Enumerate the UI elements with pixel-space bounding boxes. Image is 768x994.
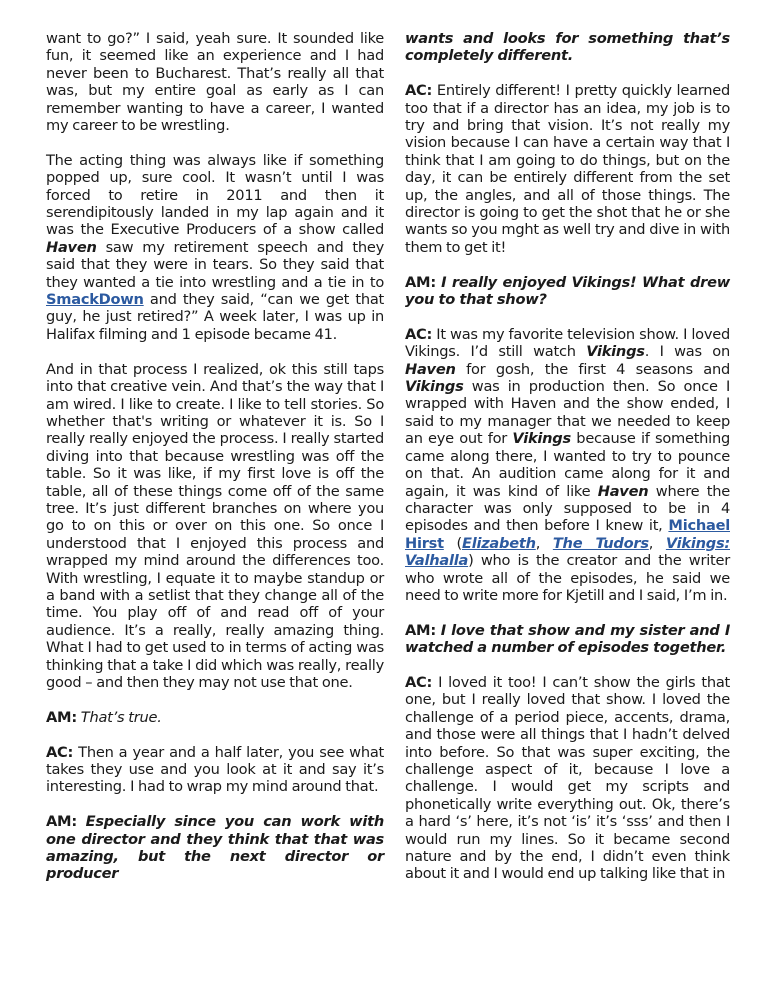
- speaker-label-ac: AC:: [46, 743, 74, 761]
- answer-text: Entirely different! I pretty quickly learned too that if a director has an idea, my job is to try and bring that vision. It’s not really my vision because I can have a certain way that I think that I am going to do things, but on the day, it can be entirely different from the set up, the angles, and all of those things. The director is going to get the shot that he or she wants so you mght as well try and dive in with them to get it!: [405, 82, 730, 256]
- michael-hirst-link[interactable]: Michael Hirst: [405, 517, 730, 552]
- answer-favorite-show: [405, 326, 730, 605]
- paragraph-text: The acting thing was always like if something popped up, sure cool. It wasn’t until I was forced to retire in 2011 and then it serendipitously landed in my lap again and it was the Executive Producers of a show called: [46, 151, 384, 239]
- question-text: I really enjoyed Vikings! What drew you to that show?: [405, 273, 731, 309]
- show-title-vikings: Vikings: [512, 430, 571, 448]
- question-director: [46, 813, 384, 883]
- speaker-label-am: AM:: [405, 273, 436, 291]
- paragraph-acting: [46, 152, 384, 343]
- answer-text: . I was on: [644, 343, 730, 361]
- answer-text: ,: [535, 534, 553, 552]
- answer-text: (: [443, 534, 462, 552]
- answer-text: ,: [648, 534, 666, 552]
- paragraph-bucharest: [46, 30, 384, 134]
- answer-loved-it: [405, 674, 730, 883]
- question-text: That’s true.: [80, 708, 162, 726]
- question-vikings: [405, 274, 730, 309]
- show-title-vikings: Vikings: [586, 343, 645, 361]
- the-tudors-link[interactable]: The Tudors: [552, 534, 649, 552]
- question-sister: [405, 622, 730, 657]
- right-column: [405, 30, 730, 883]
- speaker-label-ac: AC:: [405, 82, 433, 100]
- elizabeth-link[interactable]: Elizabeth: [461, 534, 536, 552]
- paragraph-creative: [46, 361, 384, 692]
- show-title-haven: Haven: [597, 482, 649, 500]
- question-text: Especially since you can work with one director and they think that that was amazing, but the next director or producer: [46, 813, 384, 883]
- show-title-haven: Haven: [405, 360, 456, 378]
- answer-entirely-different: [405, 82, 730, 256]
- speaker-label-am: AM:: [46, 813, 77, 831]
- question-thats-true: [46, 709, 384, 726]
- question-director-continued: [405, 30, 730, 65]
- question-text: I love that show and my sister and I watched a number of episodes together.: [405, 621, 730, 657]
- paragraph-text: want to go?” I said, yeah sure. It sounded like fun, it seemed like an experience and I had never been to Bucharest. That’s really all that was, but my entire goal as early as I can remember wanting to have a career, I wanted my career to be wrestling.: [46, 30, 384, 135]
- answer-text: where the character was only supposed to be in 4 episodes and then before I knew it,: [405, 482, 730, 535]
- show-title-vikings: Vikings: [405, 378, 464, 396]
- paragraph-text: And in that process I realized, ok this still taps into that creative vein. And that’s the way that I am wired. I like to create. I like to tell stories. So whether that's writing or whatever it is. So I really really enjoyed the process. I really started diving into that because wrestling was off the table. So it was like, if my first love is off the table, all of these things come off of the same tree. It’s just different branches on where you go to on this or over on this one. So once I understood that I enjoyed this process and wrapped my mind around the differences too. With wrestling, I equate it to maybe standup or a band with a setlist that they change all of the time. You play off of and read off of your audience. It’s a really, really amazing thing. What I had to get used to in terms of acting was thinking that a take I did which was really, really good – and then they may not use that one.: [46, 360, 384, 691]
- speaker-label-am: AM:: [405, 621, 436, 639]
- speaker-label-ac: AC:: [405, 325, 433, 343]
- answer-text: ) who is the creator and the writer who wrote all of the episodes, he said we need to write more for Kjetill and I said, I’m in.: [405, 552, 730, 604]
- left-column: [46, 30, 384, 883]
- smackdown-link[interactable]: SmackDown: [46, 291, 144, 309]
- answer-text: for gosh, the first 4 seasons and: [455, 360, 730, 378]
- vikings-valhalla-link[interactable]: Vikings: Valhalla: [405, 534, 730, 570]
- paragraph-text: and they said, “can we get that guy, he just retired?” A week later, I was up in Halifax filming and 1 episode became 41.: [46, 291, 384, 343]
- answer-text: was in production then. So once I wrapped with Haven and the show ended, I said to my manager that we needed to keep an eye out for: [405, 378, 730, 448]
- show-title-haven: Haven: [46, 238, 97, 256]
- answer-takes: [46, 744, 384, 796]
- answer-text: because if something came along there, I wanted to try to pounce on that. An audition came along for it and again, it was kind of like: [405, 430, 731, 500]
- question-text: wants and looks for something that’s completely different.: [405, 30, 730, 65]
- answer-text: Then a year and a half later, you see what takes they use and you look at it and say it’s interesting. I had to wrap my mind around that.: [46, 743, 384, 796]
- speaker-label-am: AM:: [46, 708, 77, 726]
- answer-text: I loved it too! I can’t show the girls that one, but I really loved that show. I loved the challenge of a period piece, accents, drama, and those were all things that I hadn’t delved into before. So that was super exciting, the challenge aspect of it, because I love a challenge. I would get my scripts and phonetically write everything out. Ok, there’s a hard ‘s’ here, it’s not ‘is’ it’s ‘sss’ and then I would run my lines. So it became second nature and by the end, I didn’t even think about it and I would end up talking like that in: [405, 673, 730, 883]
- paragraph-text: saw my retirement speech and they said that they were in tears. So they said that they wanted a tie into wrestling and a tie in to: [46, 238, 384, 291]
- answer-text: It was my favorite television show. I loved Vikings. I’d still watch: [405, 325, 730, 361]
- speaker-label-ac: AC:: [405, 673, 433, 691]
